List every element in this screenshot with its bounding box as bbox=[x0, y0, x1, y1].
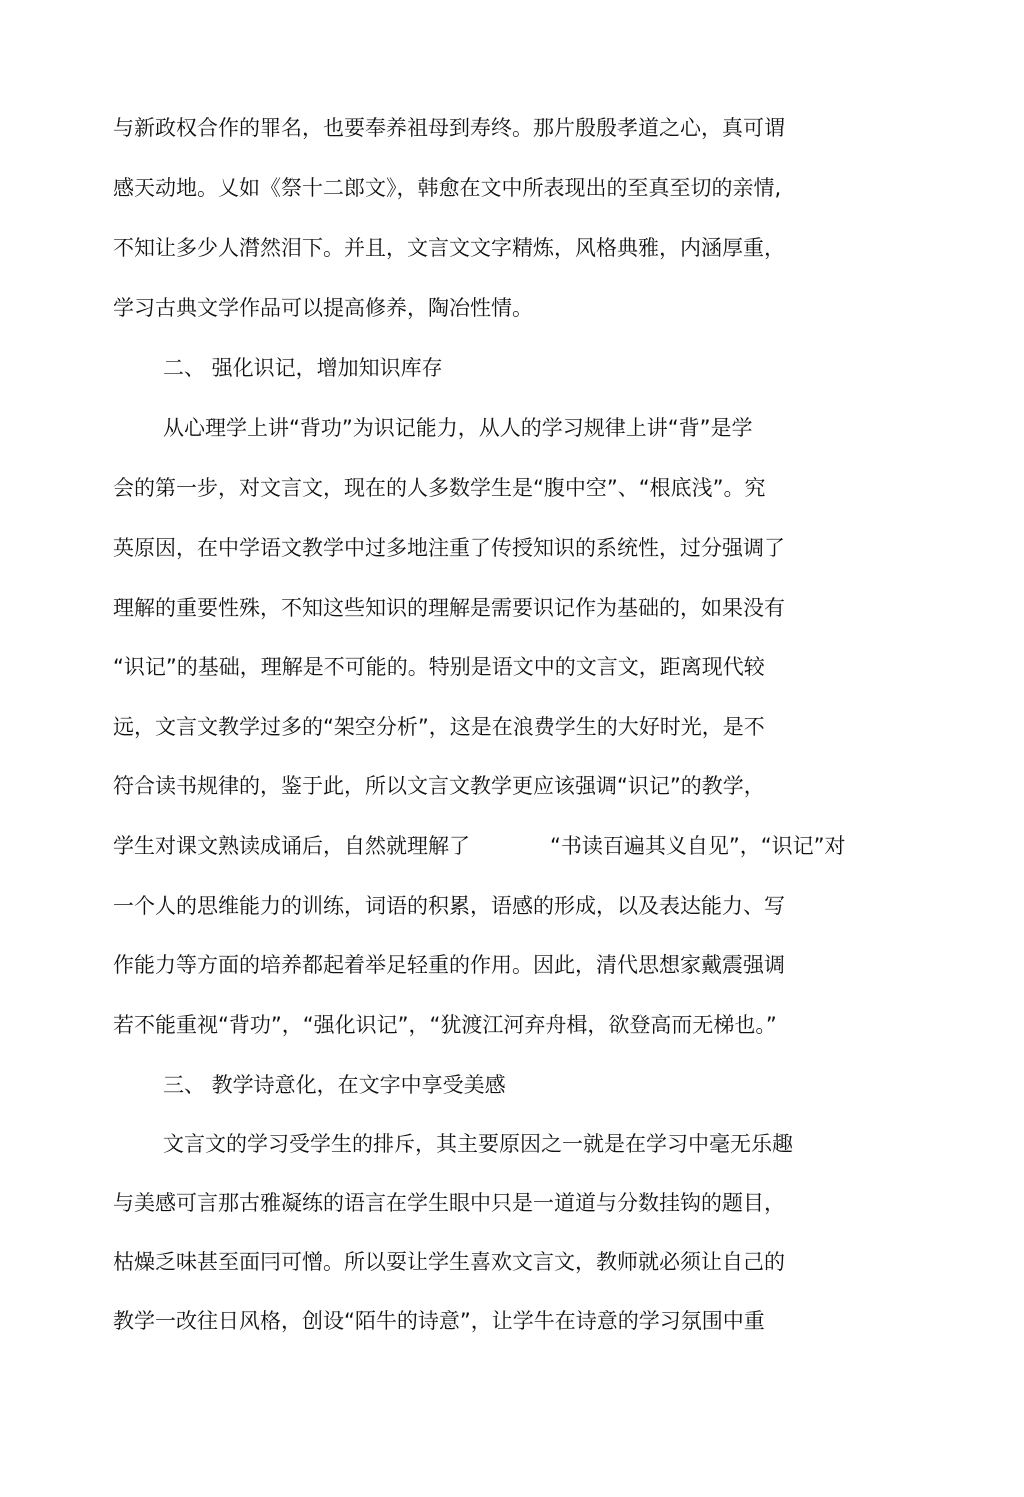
text-line-split bbox=[113, 832, 846, 860]
text-line: 教学一改往日风格，创设“陌牛的诗意”，让学牛在诗意的学习氛围中重 bbox=[113, 1309, 765, 1333]
text-line: 理解的重要性殊，不知这些知识的理解是需要识记作为基础的，如果没有 bbox=[113, 596, 785, 620]
section-heading: 二、 强化识记，增加知识库存 bbox=[163, 356, 443, 380]
text-line: 英原因，在中学语文教学中过多地注重了传授知识的系统性，过分强调了 bbox=[113, 536, 785, 560]
text-line: 不知让多少人潸然泪下。并且，文言文文字精炼，风格典雅，内涵厚重， bbox=[113, 236, 785, 260]
text-line: 远，文言文教学过多的“架空分析”，这是在浪费学生的大好时光，是不 bbox=[113, 715, 765, 739]
paragraph-start-line: 文言文的学习受学生的排斥，其主要原因之一就是在学习中毫无乐趣 bbox=[163, 1132, 793, 1156]
text-line: 符合读书规律的，鉴于此，所以文言文教学更应该强调“识记”的教学， bbox=[113, 774, 765, 798]
text-segment: “书读百遍其义自见”，“识记”对 bbox=[550, 834, 846, 858]
section-heading: 三、 教学诗意化，在文字中享受美感 bbox=[163, 1073, 506, 1097]
text-line: 枯燥乏味甚至面冃可憎。所以耍让学生喜欢文言文，教师就必须让自己的 bbox=[113, 1250, 785, 1274]
text-segment: 学生对课文熟读成诵后，自然就理解了 bbox=[113, 834, 470, 858]
text-line: 感天动地。乂如《祭十二郎文》，韩愈在文中所表现出的至真至切的亲情, bbox=[113, 176, 782, 200]
text-line: 会的第一步，对文言文，现在的人多数学生是“腹中空”、“根底浅”。究 bbox=[113, 476, 766, 500]
text-line: 一个人的思维能力的训练，词语的积累，语感的形成，以及表达能力、写 bbox=[113, 894, 785, 918]
text-line: 作能力等方面的培养都起着举足轻重的作用。因此，清代思想家戴震强调 bbox=[113, 953, 785, 977]
paragraph-start-line: 从心理学上讲“背功”为识记能力，从人的学习规律上讲“背”是学 bbox=[163, 416, 753, 440]
text-line: 若不能重视“背功”，“强化识记”，“犹渡江河弃舟楫，欲登高而无梯也。” bbox=[113, 1013, 777, 1037]
text-line: 学习古典文学作品可以提高修养，陶冶性情。 bbox=[113, 296, 533, 320]
text-line: 与美感可言那古雅凝练的语言在学生眼中只是一道道与分数挂钩的题目， bbox=[113, 1191, 785, 1215]
text-line: “识记”的基础，理解是不可能的。特别是语文中的文言文，距离现代较 bbox=[113, 655, 765, 679]
text-line: 与新政权合作的罪名，也要奉养祖母到寿终。那片殷殷孝道之心，真可谓 bbox=[113, 116, 785, 140]
